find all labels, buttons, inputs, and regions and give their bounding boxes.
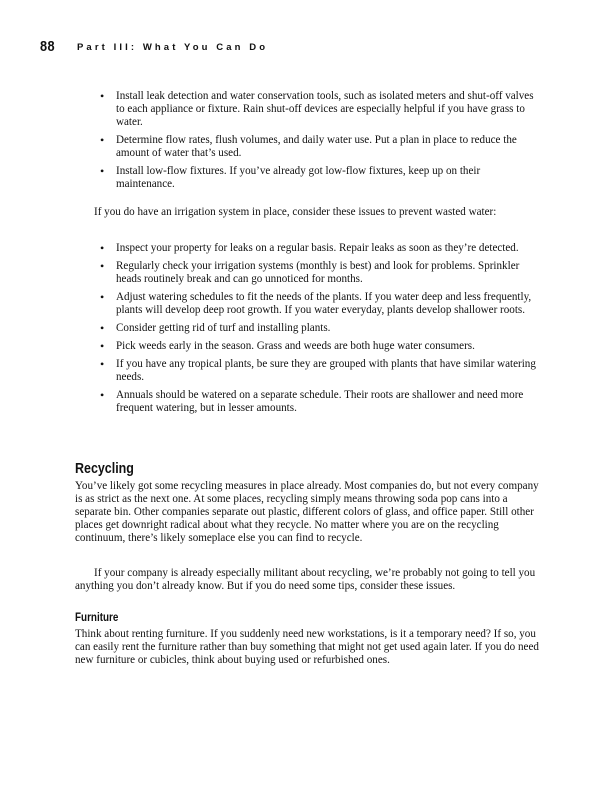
furniture-heading: Furniture	[75, 612, 119, 624]
list-item: • If you have any tropical plants, be sure they are grouped with plants that have similar watering needs.	[99, 358, 536, 384]
list-item: • Consider getting rid of turf and installing plants.	[99, 322, 536, 335]
list-item: • Adjust watering schedules to fit the needs of the plants. If you water deep and less frequently, plants will develop deep root growth. If you water everyday, plants develop shallower roots.	[99, 291, 536, 317]
recycling-paragraph-1: You’ve likely got some recycling measures in place already. Most companies do, but not every company is as strict as the next one. At some places, recycling simply means throwing soda pop cans into a separate bin. Other companies separate out plastic, different colors of glass, and office paper. Still other places get downright radical about what they recycle. No matter where you are on the recycling continuum, there’s likely someplace else you can find to recycle.	[75, 480, 539, 544]
list-item: • Determine flow rates, flush volumes, and daily water use. Put a plan in place to reduce the amount of water that’s used.	[99, 134, 536, 160]
list-item: • Inspect your property for leaks on a regular basis. Repair leaks as soon as they’re detected.	[99, 242, 536, 255]
furniture-paragraph: Think about renting furniture. If you suddenly need new workstations, is it a temporary need? If so, you can easily rent the furniture rather than buy something that might not get used again later. If you do need new furniture or cubicles, think about buying used or refurbished ones.	[75, 628, 539, 666]
recycling-paragraph-2: If your company is already especially militant about recycling, we’re probably not going to tell you anything you don’t already know. But if you do need some tips, consider these issues.	[75, 567, 536, 592]
irrigation-intro-paragraph: If you do have an irrigation system in place, consider these issues to prevent wasted water:	[94, 206, 497, 218]
list-item: • Annuals should be watered on a separate schedule. Their roots are shallower and need more frequent watering, but in lesser amounts.	[99, 389, 536, 415]
list-item: • Regularly check your irrigation systems (monthly is best) and look for problems. Sprinkler heads routinely break and can go unnoticed for months.	[99, 260, 536, 286]
list-item: • Install leak detection and water conservation tools, such as isolated meters and shut-off valves to each appliance or fixture. Rain shut-off devices are especially helpful if you have grass to water.	[99, 90, 536, 129]
list-item: • Pick weeds early in the season. Grass and weeds are both huge water consumers.	[99, 340, 536, 353]
page-number: 88	[40, 38, 56, 55]
water-tools-list	[99, 90, 536, 196]
list-item: • Install low-flow fixtures. If you’ve already got low-flow fixtures, keep up on their maintenance.	[99, 165, 536, 191]
running-head: Part III: What You Can Do	[77, 42, 269, 53]
irrigation-issues-list	[99, 242, 536, 420]
recycling-heading: Recycling	[75, 461, 134, 477]
